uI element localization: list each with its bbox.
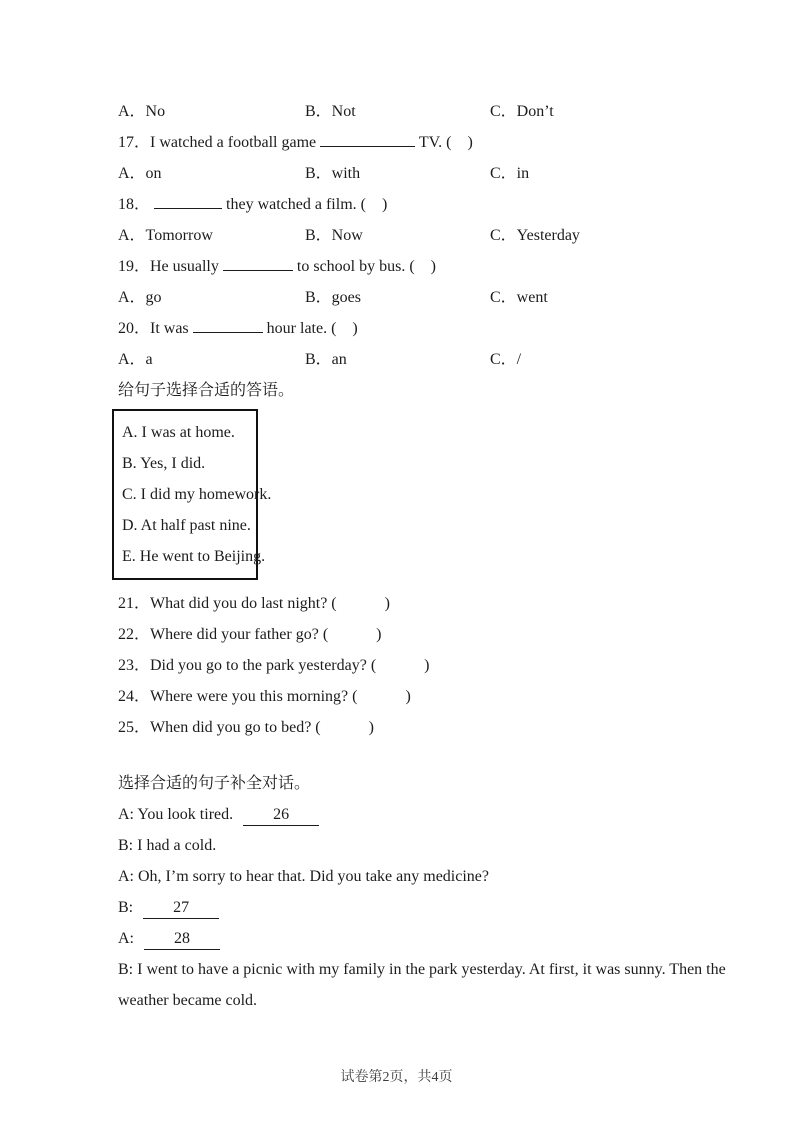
question-18-text-post: they watched a film. ( ) [226,196,388,213]
option-c: C．Don’t [490,103,554,120]
dialogue-line-4 [118,892,766,923]
question-20-text-post: hour late. ( ) [266,320,358,337]
question-17-text-pre: 17．I watched a football game [118,134,317,151]
dialogue-blank-26: 26 [243,804,319,826]
dialogue-line-1-text: A: You look tired. [118,806,234,823]
answer-bank-item-b: B. Yes, I did. [122,455,206,472]
question-19-text-pre: 19．He usually [118,258,219,275]
section-instruction-dialogue: 选择合适的句子补全对话。 [118,775,311,792]
dialogue-line-2: B: I had a cold. [118,837,217,854]
dialogue-blank-27: 27 [143,897,219,919]
question-18 [118,189,766,220]
option-c: C．went [490,289,548,306]
options-row-q20 [118,344,766,375]
matching-question-23: 23．Did you go to the park yesterday? ( ) [118,657,430,674]
question-19-text-post: to school by bus. ( ) [296,258,436,275]
question-20-text-pre: 20．It was [118,320,189,337]
answer-blank-19 [223,255,293,271]
dialogue-blank-28: 28 [144,928,220,950]
option-a: A．go [118,289,162,306]
option-c: C．in [490,165,530,182]
answer-bank-item-a: A. I was at home. [122,424,235,441]
section-instruction-matching: 给句子选择合适的答语。 [118,382,295,399]
options-row-q17 [118,158,766,189]
dialogue-line-1 [118,799,766,830]
option-b: B．an [305,351,347,368]
answer-bank-item-d: D. At half past nine. [122,517,251,534]
option-c: C．/ [490,351,522,368]
options-row-q19 [118,282,766,313]
option-c: C．Yesterday [490,227,580,244]
answer-blank-18 [154,193,222,209]
dialogue-line-5-text: A: [118,930,134,947]
dialogue-line-3: A: Oh, I’m sorry to hear that. Did you take any medicine? [118,868,489,885]
page-footer: 试卷第2页，共4页 [340,1070,453,1085]
answer-bank-item-c: C. I did my homework. [122,486,272,503]
question-17 [118,127,766,158]
option-a: A．No [118,103,166,120]
options-row-q18 [118,220,766,251]
option-b: B．Not [305,103,356,120]
exam-content [118,96,766,1016]
option-b: B．goes [305,289,362,306]
options-row-q16 [118,96,766,127]
option-a: A．a [118,351,153,368]
matching-question-21: 21．What did you do last night? ( ) [118,595,390,612]
matching-question-22: 22．Where did your father go? ( ) [118,626,382,643]
option-b: B．with [305,165,361,182]
answer-blank-20 [193,317,263,333]
option-a: A．on [118,165,162,182]
option-b: B．Now [305,227,363,244]
question-18-text-pre: 18． [118,196,151,213]
dialogue-line-5 [118,923,766,954]
question-17-text-post: TV. ( ) [418,134,473,151]
dialogue-line-6: B: I went to have a picnic with my family in the park yesterday. At first, it was sunny. Then the weather became cold. [118,961,726,1009]
answer-blank-17 [320,131,415,147]
dialogue-line-4-text: B: [118,899,134,916]
option-a: A．Tomorrow [118,227,213,244]
matching-question-24: 24．Where were you this morning? ( ) [118,688,411,705]
question-19 [118,251,766,282]
answer-bank-item-e: E. He went to Beijing. [122,548,266,565]
matching-question-25: 25．When did you go to bed? ( ) [118,719,374,736]
answer-bank-box [112,409,272,580]
question-20 [118,313,766,344]
